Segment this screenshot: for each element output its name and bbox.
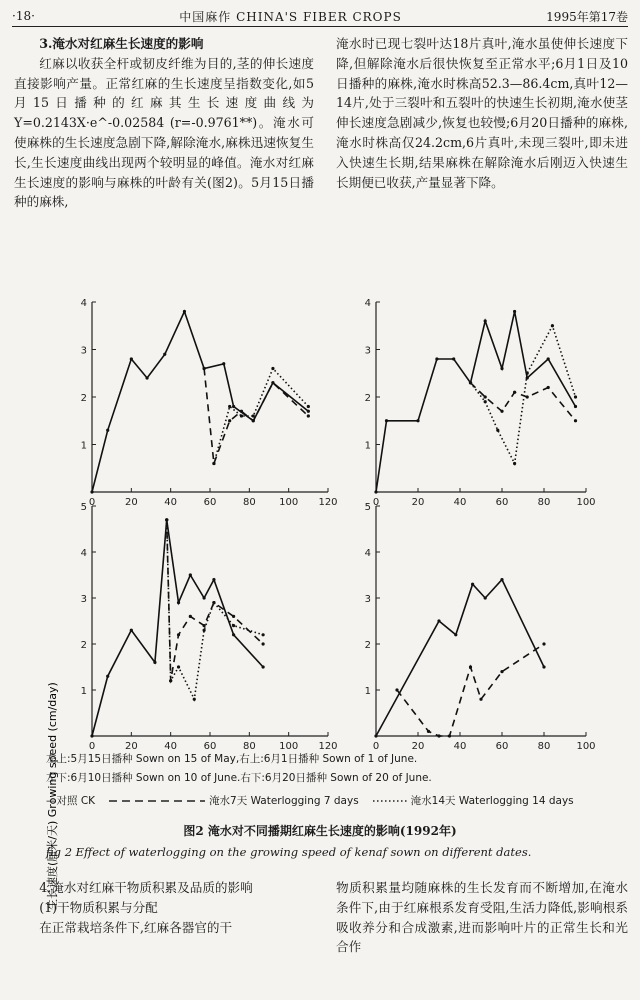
y-tick-label: 2 (80, 640, 87, 651)
x-tick-label: 20 (124, 497, 138, 508)
data-point (435, 357, 438, 360)
data-point (307, 405, 310, 408)
y-tick-label: 1 (80, 440, 87, 452)
data-point (262, 665, 265, 668)
data-point (452, 357, 455, 360)
data-point (232, 633, 235, 636)
data-point (165, 518, 168, 521)
data-point (496, 429, 499, 432)
data-point (271, 381, 274, 384)
y-tick-label: 4 (80, 548, 87, 559)
text-column-bottom-right (336, 878, 628, 957)
chart-panel-4 (365, 502, 596, 752)
x-tick-label: 0 (88, 497, 96, 508)
sub-heading: (1)干物质积累与分配 (39, 899, 158, 915)
y-tick-label: 3 (364, 594, 371, 605)
data-point (574, 405, 577, 408)
paragraph: 在正常栽培条件下,红麻各器官的干 (39, 919, 233, 935)
data-point (189, 573, 192, 576)
data-point (542, 642, 545, 645)
data-point (484, 319, 487, 322)
data-point (203, 596, 206, 599)
x-tick-label: 0 (88, 741, 96, 752)
section-heading: 4.淹水对红麻干物质积累及品质的影响 (39, 880, 253, 895)
y-tick-label: 3 (364, 345, 371, 357)
data-point (500, 367, 503, 370)
x-tick-label: 40 (164, 741, 178, 752)
legend-lines (46, 794, 574, 808)
data-point (542, 665, 545, 668)
x-tick-label: 100 (576, 497, 596, 508)
data-point (479, 698, 482, 701)
x-tick-label: 100 (576, 741, 596, 752)
data-point (551, 324, 554, 327)
chart-panel-2 (365, 298, 596, 508)
paragraph: 物质积累量均随麻株的生长发育而不断增加,在淹水条件下,由于红麻根系发育受阻,生活力降低,影响根系吸收养分和合成激素,进而影响叶片的正常生长和光合作 (336, 880, 628, 955)
text-column-right (336, 34, 628, 192)
data-point (271, 367, 274, 370)
series-line-solid (376, 580, 544, 736)
series-line-solid (376, 312, 576, 493)
data-point (222, 362, 225, 365)
x-tick-label: 100 (279, 741, 299, 752)
figure-2 (0, 290, 640, 910)
y-tick-label: 1 (364, 686, 371, 697)
data-point (526, 395, 529, 398)
y-tick-label: 1 (80, 686, 87, 697)
data-point (240, 414, 243, 417)
data-point (106, 429, 109, 432)
x-tick-label: 40 (453, 741, 467, 752)
data-point (469, 381, 472, 384)
data-point (183, 310, 186, 313)
data-point (177, 601, 180, 604)
legend-sown-2: 左下:6月10日播种 Sown on 10 of June.右下:6月20日播种 Sown of 20 of June. (46, 772, 432, 784)
y-tick-label: 4 (364, 548, 371, 559)
data-point (232, 405, 235, 408)
data-point (203, 624, 206, 627)
x-tick-label: 120 (318, 741, 338, 752)
data-point (262, 633, 265, 636)
chart-panel-1 (81, 298, 338, 508)
series-line-solid (92, 312, 308, 493)
data-point (212, 462, 215, 465)
data-point (90, 490, 93, 493)
data-point (500, 578, 503, 581)
data-point (526, 376, 529, 379)
x-tick-label: 80 (242, 497, 256, 508)
text-column-bottom-left (14, 878, 314, 937)
data-point (427, 730, 430, 733)
data-point (212, 601, 215, 604)
data-point (228, 419, 231, 422)
x-tick-label: 60 (495, 741, 509, 752)
y-tick-label: 4 (364, 298, 371, 309)
series-line-dotted (167, 520, 263, 699)
legend-sown-1: 左上:5月15日播种 Sown on 15 of May,右上:6月1日播种 Sown of 1 of June. (46, 753, 418, 765)
legend-w7: 淹水7天 Waterlogging 7 days (209, 795, 359, 807)
data-point (574, 419, 577, 422)
data-point (307, 414, 310, 417)
y-tick-label: 2 (80, 393, 87, 404)
data-point (153, 661, 156, 664)
y-tick-label: 5 (80, 502, 87, 513)
data-point (385, 419, 388, 422)
data-point (212, 578, 215, 581)
section-heading: 3.淹水对红麻生长速度的影响 (39, 36, 204, 51)
data-point (189, 615, 192, 618)
data-point (240, 410, 243, 413)
issue-label: 1995年第17卷 (546, 9, 628, 24)
x-tick-label: 0 (372, 497, 380, 508)
data-point (437, 734, 440, 737)
data-point (395, 688, 398, 691)
data-point (513, 462, 516, 465)
data-point (500, 670, 503, 673)
data-point (252, 419, 255, 422)
y-tick-label: 1 (364, 440, 371, 452)
data-point (416, 419, 419, 422)
data-point (500, 410, 503, 413)
data-point (454, 633, 457, 636)
text-column-left (14, 34, 314, 212)
x-tick-label: 20 (124, 741, 138, 752)
data-point (484, 596, 487, 599)
data-point (374, 490, 377, 493)
data-point (469, 665, 472, 668)
data-point (193, 698, 196, 701)
figure-caption-cn: 图2 淹水对不同播期红麻生长速度的影响(1992年) (183, 824, 457, 838)
y-tick-label: 5 (364, 502, 371, 513)
y-tick-label: 2 (364, 640, 371, 651)
data-point (203, 629, 206, 632)
data-point (177, 633, 180, 636)
x-tick-label: 40 (164, 497, 178, 508)
figure-caption-en: fig 2 Effect of waterlogging on the growing speed of kenaf sown on different dates. (46, 845, 532, 859)
legend-ck: —对照 CK (46, 795, 96, 807)
data-point (169, 679, 172, 682)
dotted-line-icon (373, 798, 407, 804)
data-point (203, 367, 206, 370)
series-line-solid (92, 520, 263, 736)
chart-panel-3 (81, 502, 338, 752)
data-point (163, 353, 166, 356)
page-header (12, 6, 628, 27)
x-tick-label: 100 (279, 497, 299, 508)
x-tick-label: 80 (537, 497, 551, 508)
data-point (130, 629, 133, 632)
paragraph: 淹水时已现七裂叶达18片真叶,淹水虽使伸长速度下降,但解除淹水后很快恢复至正常水平;6月1日及10日播种的麻株,淹水时株高52.3—86.4cm,真叶12—14片,处于三裂叶和五裂叶的快速生长初期,淹水使茎伸长速度急剧减少,恢复也较慢;6月20日播种的麻株,淹水时株高仅24.2cm,6片真叶,未现三裂叶,即未进入快速生长期,结果麻株在解除淹水后刚迈入快速生长期便已收获,产量显著下降。 (336, 36, 628, 190)
data-point (547, 357, 550, 360)
data-point (513, 391, 516, 394)
data-point (374, 734, 377, 737)
y-axis-label: 生长速度(厘米/天) Growing speed (cm/day) (46, 682, 59, 910)
x-tick-label: 60 (203, 741, 217, 752)
x-tick-label: 80 (537, 741, 551, 752)
data-point (90, 734, 93, 737)
y-tick-label: 3 (80, 594, 87, 605)
data-point (130, 357, 133, 360)
data-point (484, 395, 487, 398)
data-point (307, 410, 310, 413)
y-tick-label: 2 (364, 393, 371, 404)
y-tick-label: 4 (80, 298, 87, 309)
data-point (145, 376, 148, 379)
data-point (574, 395, 577, 398)
dashed-line-icon (109, 798, 205, 804)
x-tick-label: 0 (372, 741, 380, 752)
data-point (252, 414, 255, 417)
data-point (228, 405, 231, 408)
data-point (106, 675, 109, 678)
data-point (526, 372, 529, 375)
data-point (232, 624, 235, 627)
x-tick-label: 60 (203, 497, 217, 508)
data-point (513, 310, 516, 313)
x-tick-label: 20 (411, 497, 425, 508)
y-tick-label: 3 (80, 345, 87, 357)
data-point (232, 615, 235, 618)
data-point (177, 665, 180, 668)
journal-title: 中国麻作 CHINA'S FIBER CROPS (179, 9, 402, 24)
x-tick-label: 60 (495, 497, 509, 508)
x-tick-label: 80 (242, 741, 256, 752)
x-tick-label: 20 (411, 741, 425, 752)
data-point (448, 734, 451, 737)
data-point (437, 619, 440, 622)
page-number: ·18· (12, 9, 35, 23)
legend-w14-item (373, 794, 574, 808)
legend-w14: 淹水14天 Waterlogging 14 days (410, 795, 574, 807)
x-tick-label: 120 (318, 497, 338, 508)
paragraph: 红麻以收获全杆或韧皮纤维为目的,茎的伸长速度直接影响产量。正常红麻的生长速度呈指数变化,如5月15日播种的红麻其生长速度曲线为 Y=0.2143X·e^-0.02584 (r=-0.9761**)。淹水可使麻株的生长速度急剧下降,解除淹水,麻株迅速恢复生长,生长速度曲线出现两个较明显的峰值。淹水对红麻生长速度的影响与麻株的叶龄有关(图2)。5月15日播种的麻株, (14, 55, 314, 210)
data-point (471, 583, 474, 586)
data-point (547, 386, 550, 389)
data-point (484, 400, 487, 403)
legend-w7-item (109, 794, 359, 808)
x-tick-label: 40 (453, 497, 467, 508)
series-line-dashed (167, 520, 263, 681)
data-point (262, 642, 265, 645)
